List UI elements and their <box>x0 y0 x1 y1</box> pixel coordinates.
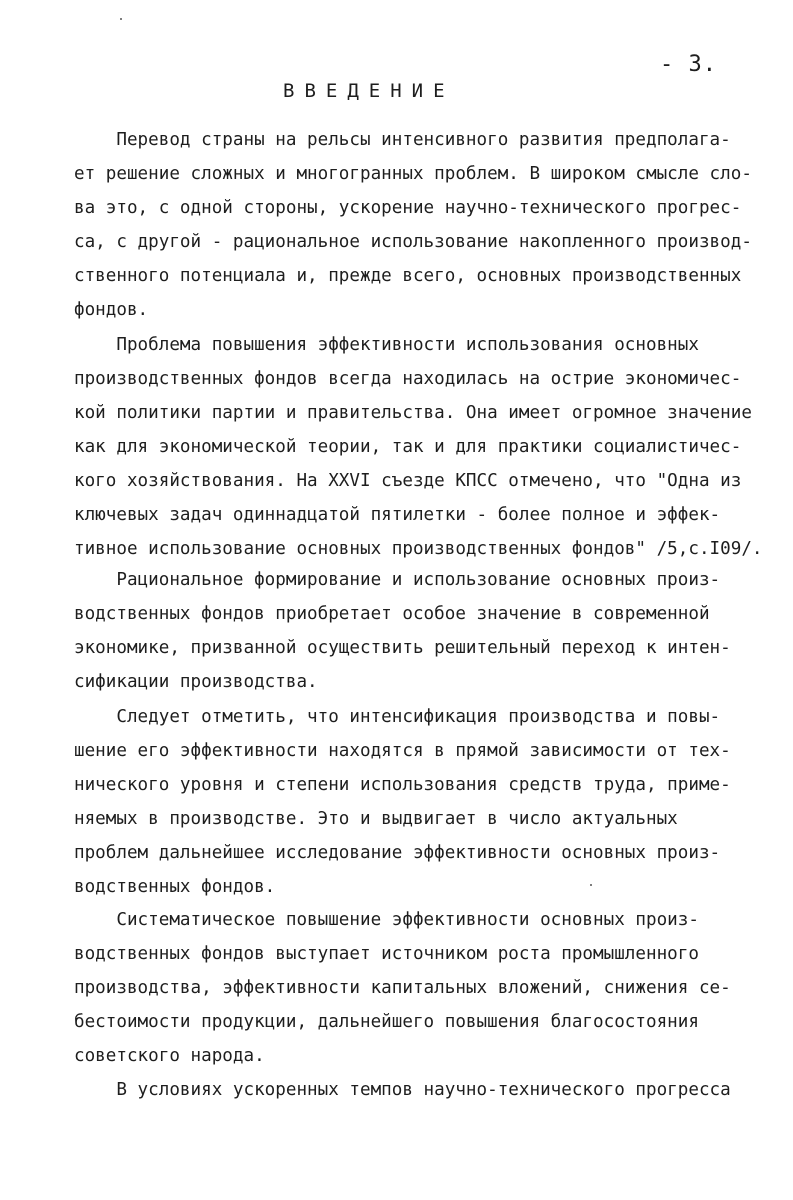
text-line: советского народа. <box>74 1046 265 1066</box>
page-title: ВВЕДЕНИЕ <box>283 80 455 102</box>
text-line: водственных фондов выступает источником роста промышленного <box>74 944 699 964</box>
text-line: кой политики партии и правительства. Она имеет огромное значение <box>74 403 752 423</box>
text-line: проблем дальнейшее исследование эффективности основных произ- <box>74 843 721 863</box>
text-line: водственных фондов приобретает особое значение в современной <box>74 604 710 624</box>
text-line: Систематическое повышение эффективности основных произ- <box>74 910 699 930</box>
text-line: ственного потенциала и, прежде всего, основных производственных <box>74 266 742 286</box>
text-line: кого хозяйствования. На XXVI съезде КПСС отмечено, что "Одна из <box>74 471 742 491</box>
text-line: Перевод страны на рельсы интенсивного развития предполага- <box>74 130 731 150</box>
text-line: са, с другой - рациональное использование накопленного производ- <box>74 232 752 252</box>
text-line: Проблема повышения эффективности использования основных <box>74 335 699 355</box>
text-line: экономике, призванной осуществить решительный переход к интен- <box>74 638 731 658</box>
text-line: нического уровня и степени использования средств труда, приме- <box>74 775 731 795</box>
text-line: Следует отметить, что интенсификация производства и повы- <box>74 707 721 727</box>
text-line: производства, эффективности капитальных вложений, снижения се- <box>74 978 731 998</box>
text-line: сификации производства. <box>74 672 318 692</box>
text-line: тивное использование основных производственных фондов" /5,с.I09/. <box>74 539 763 559</box>
text-line: как для экономической теории, так и для практики социалистичес- <box>74 437 742 457</box>
text-line: ключевых задач одиннадцатой пятилетки - более полное и эффек- <box>74 505 721 525</box>
text-line: няемых в производстве. Это и выдвигает в число актуальных <box>74 809 678 829</box>
text-line: Рациональное формирование и использование основных произ- <box>74 570 721 590</box>
text-line: В условиях ускоренных темпов научно-технического прогресса <box>74 1080 731 1100</box>
scan-speck <box>120 18 122 20</box>
text-line: производственных фондов всегда находилась на острие экономичес- <box>74 369 742 389</box>
scan-speck <box>590 884 592 886</box>
text-line: фондов. <box>74 300 149 320</box>
text-line: ва это, с одной стороны, ускорение научно-технического прогрес- <box>74 198 742 218</box>
text-line: шение его эффективности находятся в прямой зависимости от тех- <box>74 741 731 761</box>
text-line: водственных фондов. <box>74 877 276 897</box>
text-line: ет решение сложных и многогранных проблем. В широком смысле сло- <box>74 164 752 184</box>
text-line: бестоимости продукции, дальнейшего повышения благосостояния <box>74 1012 699 1032</box>
page-number: - 3. <box>660 52 717 77</box>
